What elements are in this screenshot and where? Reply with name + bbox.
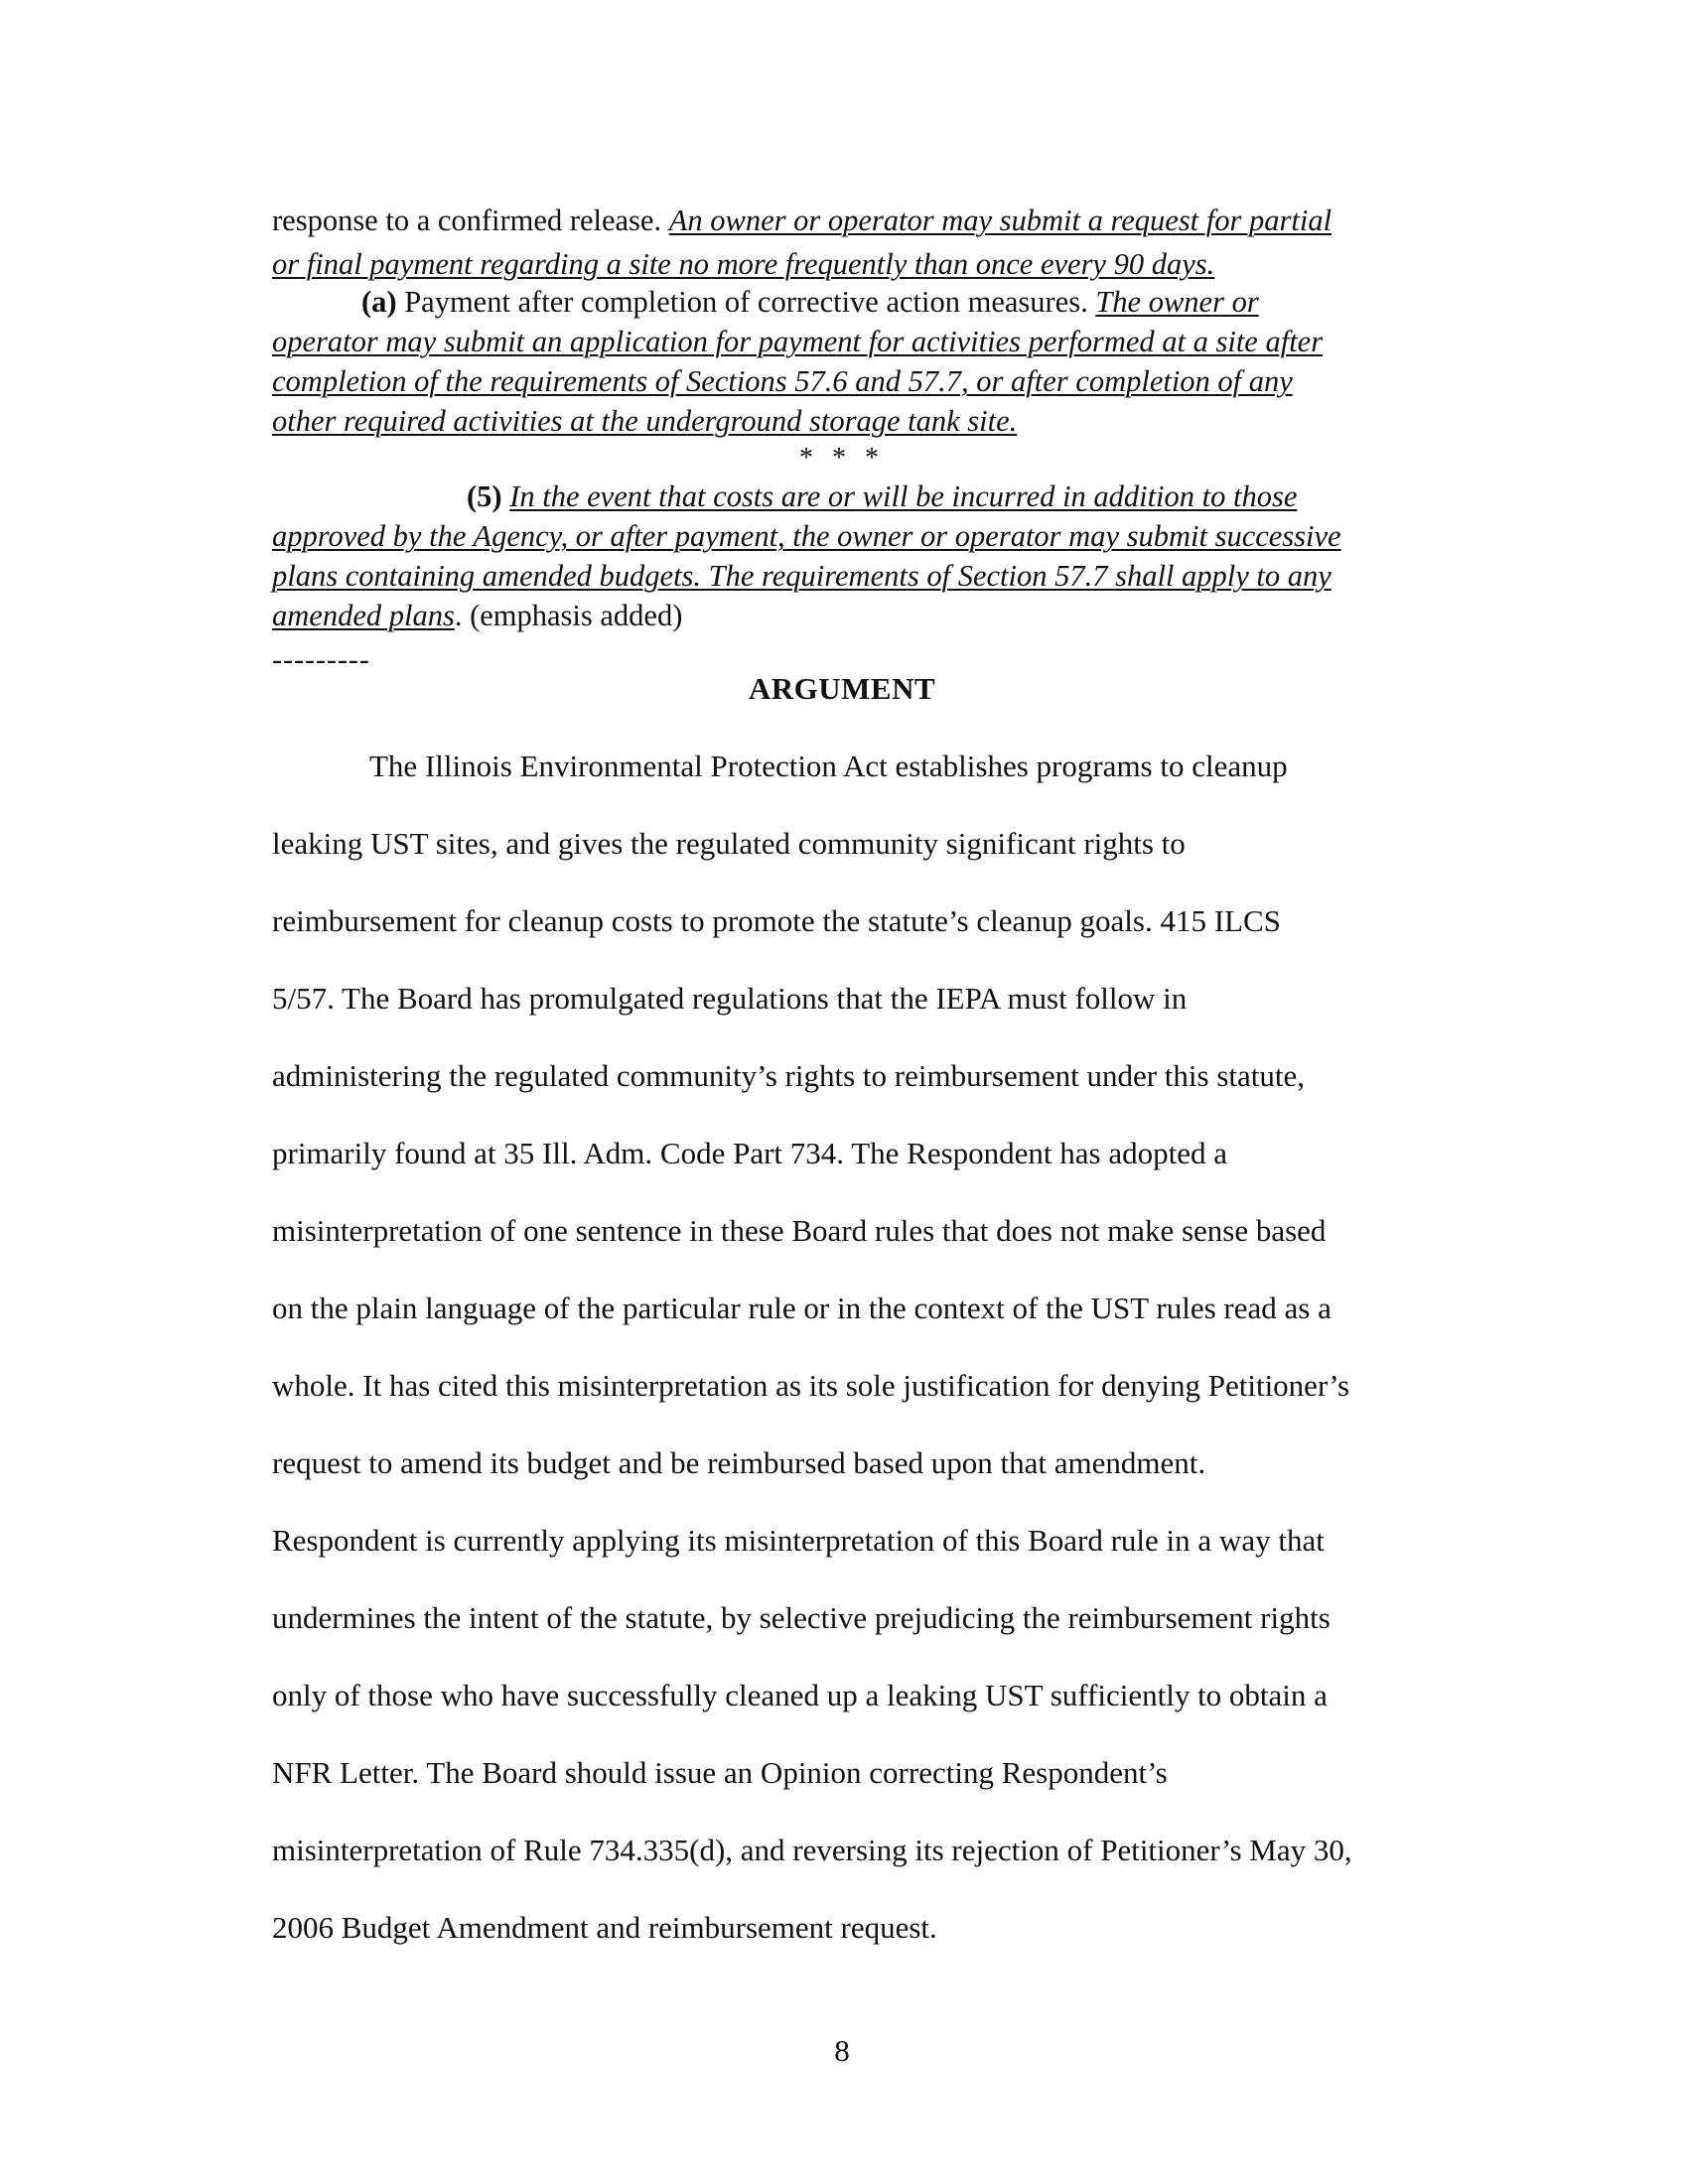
- quote-emphasis: other required activities at the underground storage tank site.: [272, 404, 1018, 438]
- argument-line: misinterpretation of Rule 734.335(d), and reversing its rejection of Petitioner’s May 30,: [272, 1833, 1352, 1867]
- argument-line: undermines the intent of the statute, by selective prejudicing the reimbursement rights: [272, 1600, 1331, 1635]
- quote-line-6: [272, 399, 1017, 443]
- quote-emphasis: plans containing amended budgets. The requirements of Section 57.7 shall apply to any: [272, 559, 1332, 593]
- quote-emphasis: An owner or operator may submit a request for partial: [668, 204, 1333, 237]
- argument-line: misinterpretation of one sentence in these Board rules that does not make sense based: [272, 1213, 1327, 1248]
- subsection-label: (5): [467, 479, 502, 513]
- quote-line-1: [272, 199, 1332, 242]
- quote-emphasis: completion of the requirements of Sections 57.6 and 57.7, or after completion of any: [272, 364, 1293, 398]
- quote-line-4: [272, 320, 1323, 363]
- argument-line: reimbursement for cleanup costs to promote the statute’s cleanup goals. 415 ILCS: [272, 903, 1281, 938]
- argument-line: administering the regulated community’s rights to reimbursement under this statute,: [272, 1058, 1306, 1093]
- argument-line: The Illinois Environmental Protection Act establishes programs to cleanup: [369, 749, 1288, 783]
- quote-line-3: [361, 280, 1259, 324]
- quote-line-5: [272, 359, 1293, 403]
- quote-text: . (emphasis added): [454, 599, 683, 632]
- argument-line: on the plain language of the particular rule or in the context of the UST rules read as a: [272, 1291, 1332, 1325]
- omission-stars: * * *: [799, 443, 885, 474]
- quote-line-7: [467, 475, 1297, 518]
- argument-line: whole. It has cited this misinterpretation as its sole justification for denying Petitioner’s: [272, 1368, 1350, 1403]
- quote-emphasis: amended plans: [272, 599, 455, 632]
- argument-line: 2006 Budget Amendment and reimbursement request.: [272, 1910, 937, 1945]
- quote-emphasis: In the event that costs are or will be incurred in addition to those: [509, 479, 1298, 513]
- argument-line: request to amend its budget and be reimbursed based upon that amendment.: [272, 1445, 1206, 1480]
- separator-line: ---------: [272, 643, 370, 676]
- quote-emphasis: The owner or: [1095, 285, 1259, 319]
- argument-line: NFR Letter. The Board should issue an Opinion correcting Respondent’s: [272, 1755, 1168, 1790]
- quote-emphasis: operator may submit an application for payment for activities performed at a site after: [272, 325, 1324, 358]
- argument-line: only of those who have successfully cleaned up a leaking UST sufficiently to obtain a: [272, 1678, 1328, 1712]
- quote-line-10: [272, 594, 682, 637]
- quote-emphasis: or final payment regarding a site no more frequently than once every 90 days.: [272, 247, 1215, 281]
- quote-text: response to a confirmed release.: [272, 204, 669, 237]
- subsection-label: (a): [361, 285, 397, 319]
- argument-line: primarily found at 35 Ill. Adm. Code Part 734. The Respondent has adopted a: [272, 1136, 1227, 1170]
- quote-line-8: [272, 514, 1341, 558]
- section-heading: ARGUMENT: [748, 671, 936, 706]
- quote-emphasis: approved by the Agency, or after payment, the owner or operator may submit successive: [272, 519, 1341, 553]
- quote-line-9: [272, 554, 1332, 598]
- page-number: 8: [834, 2033, 850, 2068]
- quote-text: Payment after completion of corrective action measures.: [396, 285, 1096, 319]
- argument-line: leaking UST sites, and gives the regulated community significant rights to: [272, 826, 1186, 861]
- argument-line: 5/57. The Board has promulgated regulations that the IEPA must follow in: [272, 981, 1188, 1016]
- argument-line: Respondent is currently applying its misinterpretation of this Board rule in a way that: [272, 1523, 1325, 1558]
